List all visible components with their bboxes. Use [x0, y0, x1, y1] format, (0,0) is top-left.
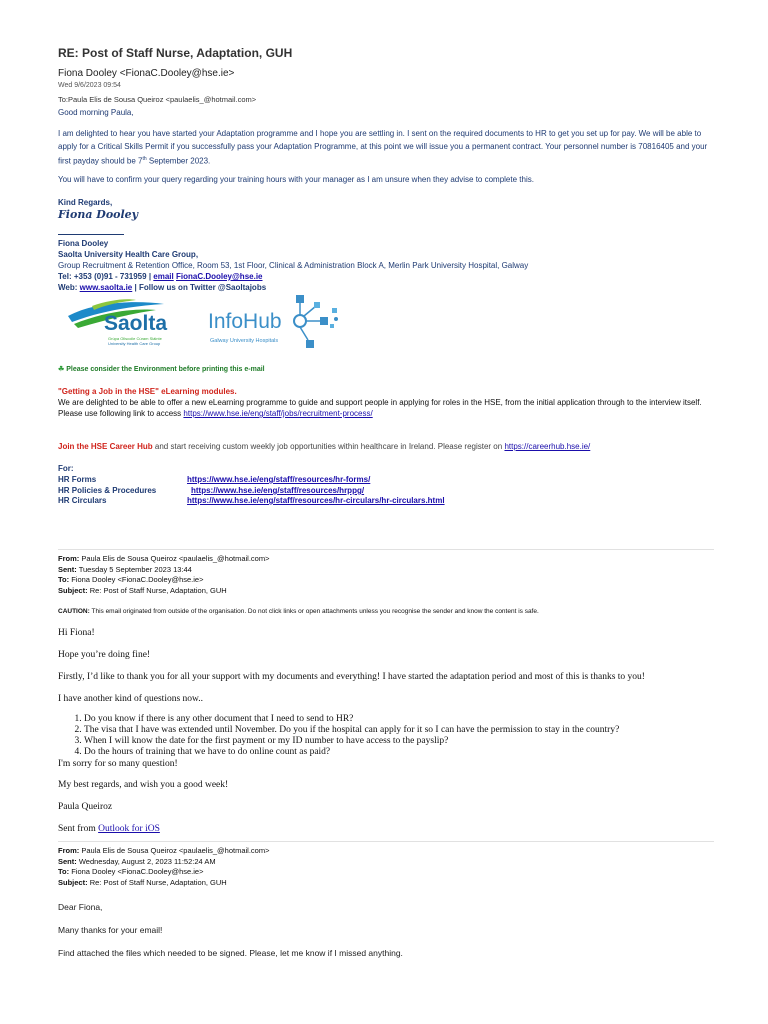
saolta-wordmark: Saolta — [104, 312, 168, 335]
list-item: 3. When I will know the date for the first payment or my ID number to have access to the payslip? — [84, 736, 718, 747]
q1-sorry: I'm sorry for so many question! — [58, 759, 178, 769]
hr-forms-label: HR Forms — [58, 475, 97, 484]
sig-web-link[interactable]: www.saolta.ie — [79, 283, 133, 292]
message-divider — [58, 841, 714, 842]
q1-subject: Re: Post of Staff Nurse, Adaptation, GUH — [89, 585, 227, 595]
hr-circulars-url[interactable]: https://www.hse.ie/eng/staff/resources/hr-circulars/hr-circulars.html — [187, 496, 445, 505]
quoted-header-1 — [58, 554, 269, 596]
signature-rule — [58, 234, 124, 235]
q2-from: Paula Elis de Sousa Queiroz <paulaelis_@hotmail.com> — [81, 846, 270, 855]
hr-forms-link[interactable] — [187, 474, 370, 485]
list-item: 4. Do the hours of training that we have to do online count as paid? — [84, 747, 718, 758]
sig-org: Saolta University Health Care Group, — [58, 250, 199, 259]
leaf-icon: ☘ — [58, 366, 65, 373]
infohub-tagline: Galway University Hospitals — [210, 338, 279, 344]
sig-web-label: Web: — [58, 283, 78, 292]
hr-circulars-label: HR Circulars — [58, 496, 107, 505]
q1-sent-label: Sent: — [58, 564, 77, 574]
elearning-body: We are delighted to be able to offer a new eLearning programme to guide and support people in applying for roles in the HSE, from the initial application through to the interview itself. — [58, 398, 702, 407]
elearning-link[interactable]: https://www.hse.ie/eng/staff/jobs/recruitment-process/ — [183, 409, 373, 418]
closing: Kind Regards, — [58, 198, 113, 207]
sender[interactable]: Fiona Dooley <FionaC.Dooley@hse.ie> — [58, 68, 235, 79]
hr-forms-url[interactable]: https://www.hse.ie/eng/staff/resources/hr-forms/ — [187, 475, 371, 484]
caution-text: This email originated from outside of the organisation. Do not click links or open attachments unless you recognise the sender and know the content is safe. — [91, 608, 539, 615]
q1-subject-label: Subject: — [58, 585, 88, 595]
career-hub-body: and start receiving custom weekly job opportunities within healthcare in Ireland. Please register on — [152, 442, 503, 451]
q1-from: Paula Elis de Sousa Queiroz <paulaelis_@hotmail.com> — [81, 554, 270, 563]
saolta-logo — [64, 298, 194, 348]
sig-twitter: | Follow us on Twitter @Saoltajobs — [134, 283, 267, 292]
sig-email-link[interactable]: FionaC.Dooley@hse.ie — [176, 272, 263, 281]
q2-thanks: Many thanks for your email! — [58, 925, 163, 935]
q1-hope: Hope you’re doing fine! — [58, 650, 151, 660]
q1-sent: Tuesday 5 September 2023 13:44 — [78, 564, 192, 574]
sig-email-label[interactable]: email — [153, 272, 174, 281]
q1-from-label: From: — [58, 554, 80, 563]
sig-office: Group Recruitment & Retention Office, Room 53, 1st Floor, Clinical & Administration Block A, Merlin Park University Hospital, Galway — [58, 261, 529, 270]
q1-sent-from-label: Sent from — [58, 824, 96, 834]
hr-policies-url[interactable]: https://www.hse.ie/eng/staff/resources/hrppg/ — [191, 486, 365, 495]
recipient: To:Paula Elis de Sousa Queiroz <paulaelis_@hotmail.com> — [58, 95, 257, 104]
network-nodes-icon — [286, 294, 342, 352]
hr-policies-label: HR Policies & Procedures — [58, 486, 157, 495]
q2-subject: Re: Post of Staff Nurse, Adaptation, GUH — [89, 877, 227, 887]
message-divider — [58, 549, 714, 550]
for-label: For: — [58, 464, 74, 473]
q2-attached: Find attached the files which needed to be signed. Please, let me know if I missed anything. — [58, 948, 403, 958]
sig-name: Fiona Dooley — [58, 239, 109, 248]
caution-banner — [58, 608, 718, 615]
q1-sent-from — [58, 824, 160, 834]
career-hub-row — [58, 441, 718, 452]
hr-circulars-link[interactable] — [187, 495, 445, 506]
q1-firstly: Firstly, I’d like to thank you for all your support with my documents and everything! I have started the adaptation period and most of this is thanks to you! — [58, 672, 645, 682]
elearning-block — [58, 386, 718, 419]
body-paragraph-2: You will have to confirm your query regarding your training hours with your manager as I am unsure when they advise to complete this. — [58, 175, 534, 184]
body-paragraph-1: I am delighted to hear you have started your Adaptation programme and I hope you are settling in. I sent on the required documents to HR to get you set up for pay. We will be able to apply for a Critical Skills Permit if you successfully pass your Adaptation Programme, at this point we will issue you a permanent contract. Your personnel number is 70816405 and your first payday should be 7th September 2023. — [58, 129, 708, 166]
infohub-wordmark: InfoHub — [208, 310, 282, 333]
q2-to: Fiona Dooley <FionaC.Dooley@hse.ie> — [71, 867, 204, 876]
q2-sent: Wednesday, August 2, 2023 11:52:24 AM — [78, 856, 216, 866]
handwritten-signature: Fiona Dooley — [58, 208, 139, 221]
q2-greeting: Dear Fiona, — [58, 902, 103, 912]
sig-separator: | — [148, 272, 152, 281]
q2-to-label: To: — [58, 867, 70, 876]
environment-note — [58, 365, 265, 373]
q2-sent-label: Sent: — [58, 856, 77, 866]
list-item: 2. The visa that I have was extended until November. Do you if the hospital can apply for it so I can have the permission to stay in the country? — [84, 725, 718, 736]
saolta-tagline-2: University Health Care Group — [108, 341, 161, 346]
career-hub-link[interactable]: https://careerhub.hse.ie/ — [504, 442, 591, 451]
q1-name: Paula Queiroz — [58, 802, 113, 812]
sent-date: Wed 9/6/2023 09:54 — [58, 82, 121, 89]
quoted-header-2 — [58, 846, 269, 888]
elearning-link-row — [58, 408, 718, 419]
email-subject: RE: Post of Staff Nurse, Adaptation, GUH — [58, 46, 293, 60]
sig-tel: Tel: +353 (0)91 - 731959 — [58, 272, 147, 281]
elearning-title: "Getting a Job in the HSE" eLearning modules. — [58, 387, 237, 396]
environment-text: Please consider the Environment before printing this e-mail — [66, 366, 265, 373]
infohub-logo — [208, 294, 343, 352]
q2-from-label: From: — [58, 846, 80, 855]
q1-greeting: Hi Fiona! — [58, 628, 95, 638]
q1-to: Fiona Dooley <FionaC.Dooley@hse.ie> — [71, 575, 204, 584]
career-hub-title: Join the HSE Career Hub — [58, 442, 153, 451]
q2-subject-label: Subject: — [58, 877, 88, 887]
saolta-tagline-1: Grúpa Ollscoile Cúram Sláinte — [108, 336, 162, 341]
sig-web — [58, 282, 718, 293]
sig-contact — [58, 271, 718, 282]
q1-best: My best regards, and wish you a good week! — [58, 780, 229, 790]
q1-another: I have another kind of questions now.. — [58, 694, 204, 704]
caution-label: CAUTION: — [58, 608, 90, 615]
greeting: Good morning Paula, — [58, 108, 134, 117]
q1-question-list — [58, 714, 718, 758]
outlook-link[interactable]: Outlook for iOS — [98, 824, 160, 834]
list-item: 1. Do you know if there is any other document that I need to send to HR? — [84, 714, 718, 725]
signature-block — [58, 238, 718, 293]
elearning-link-label: Please use following link to access — [58, 409, 182, 418]
q1-to-label: To: — [58, 575, 70, 584]
